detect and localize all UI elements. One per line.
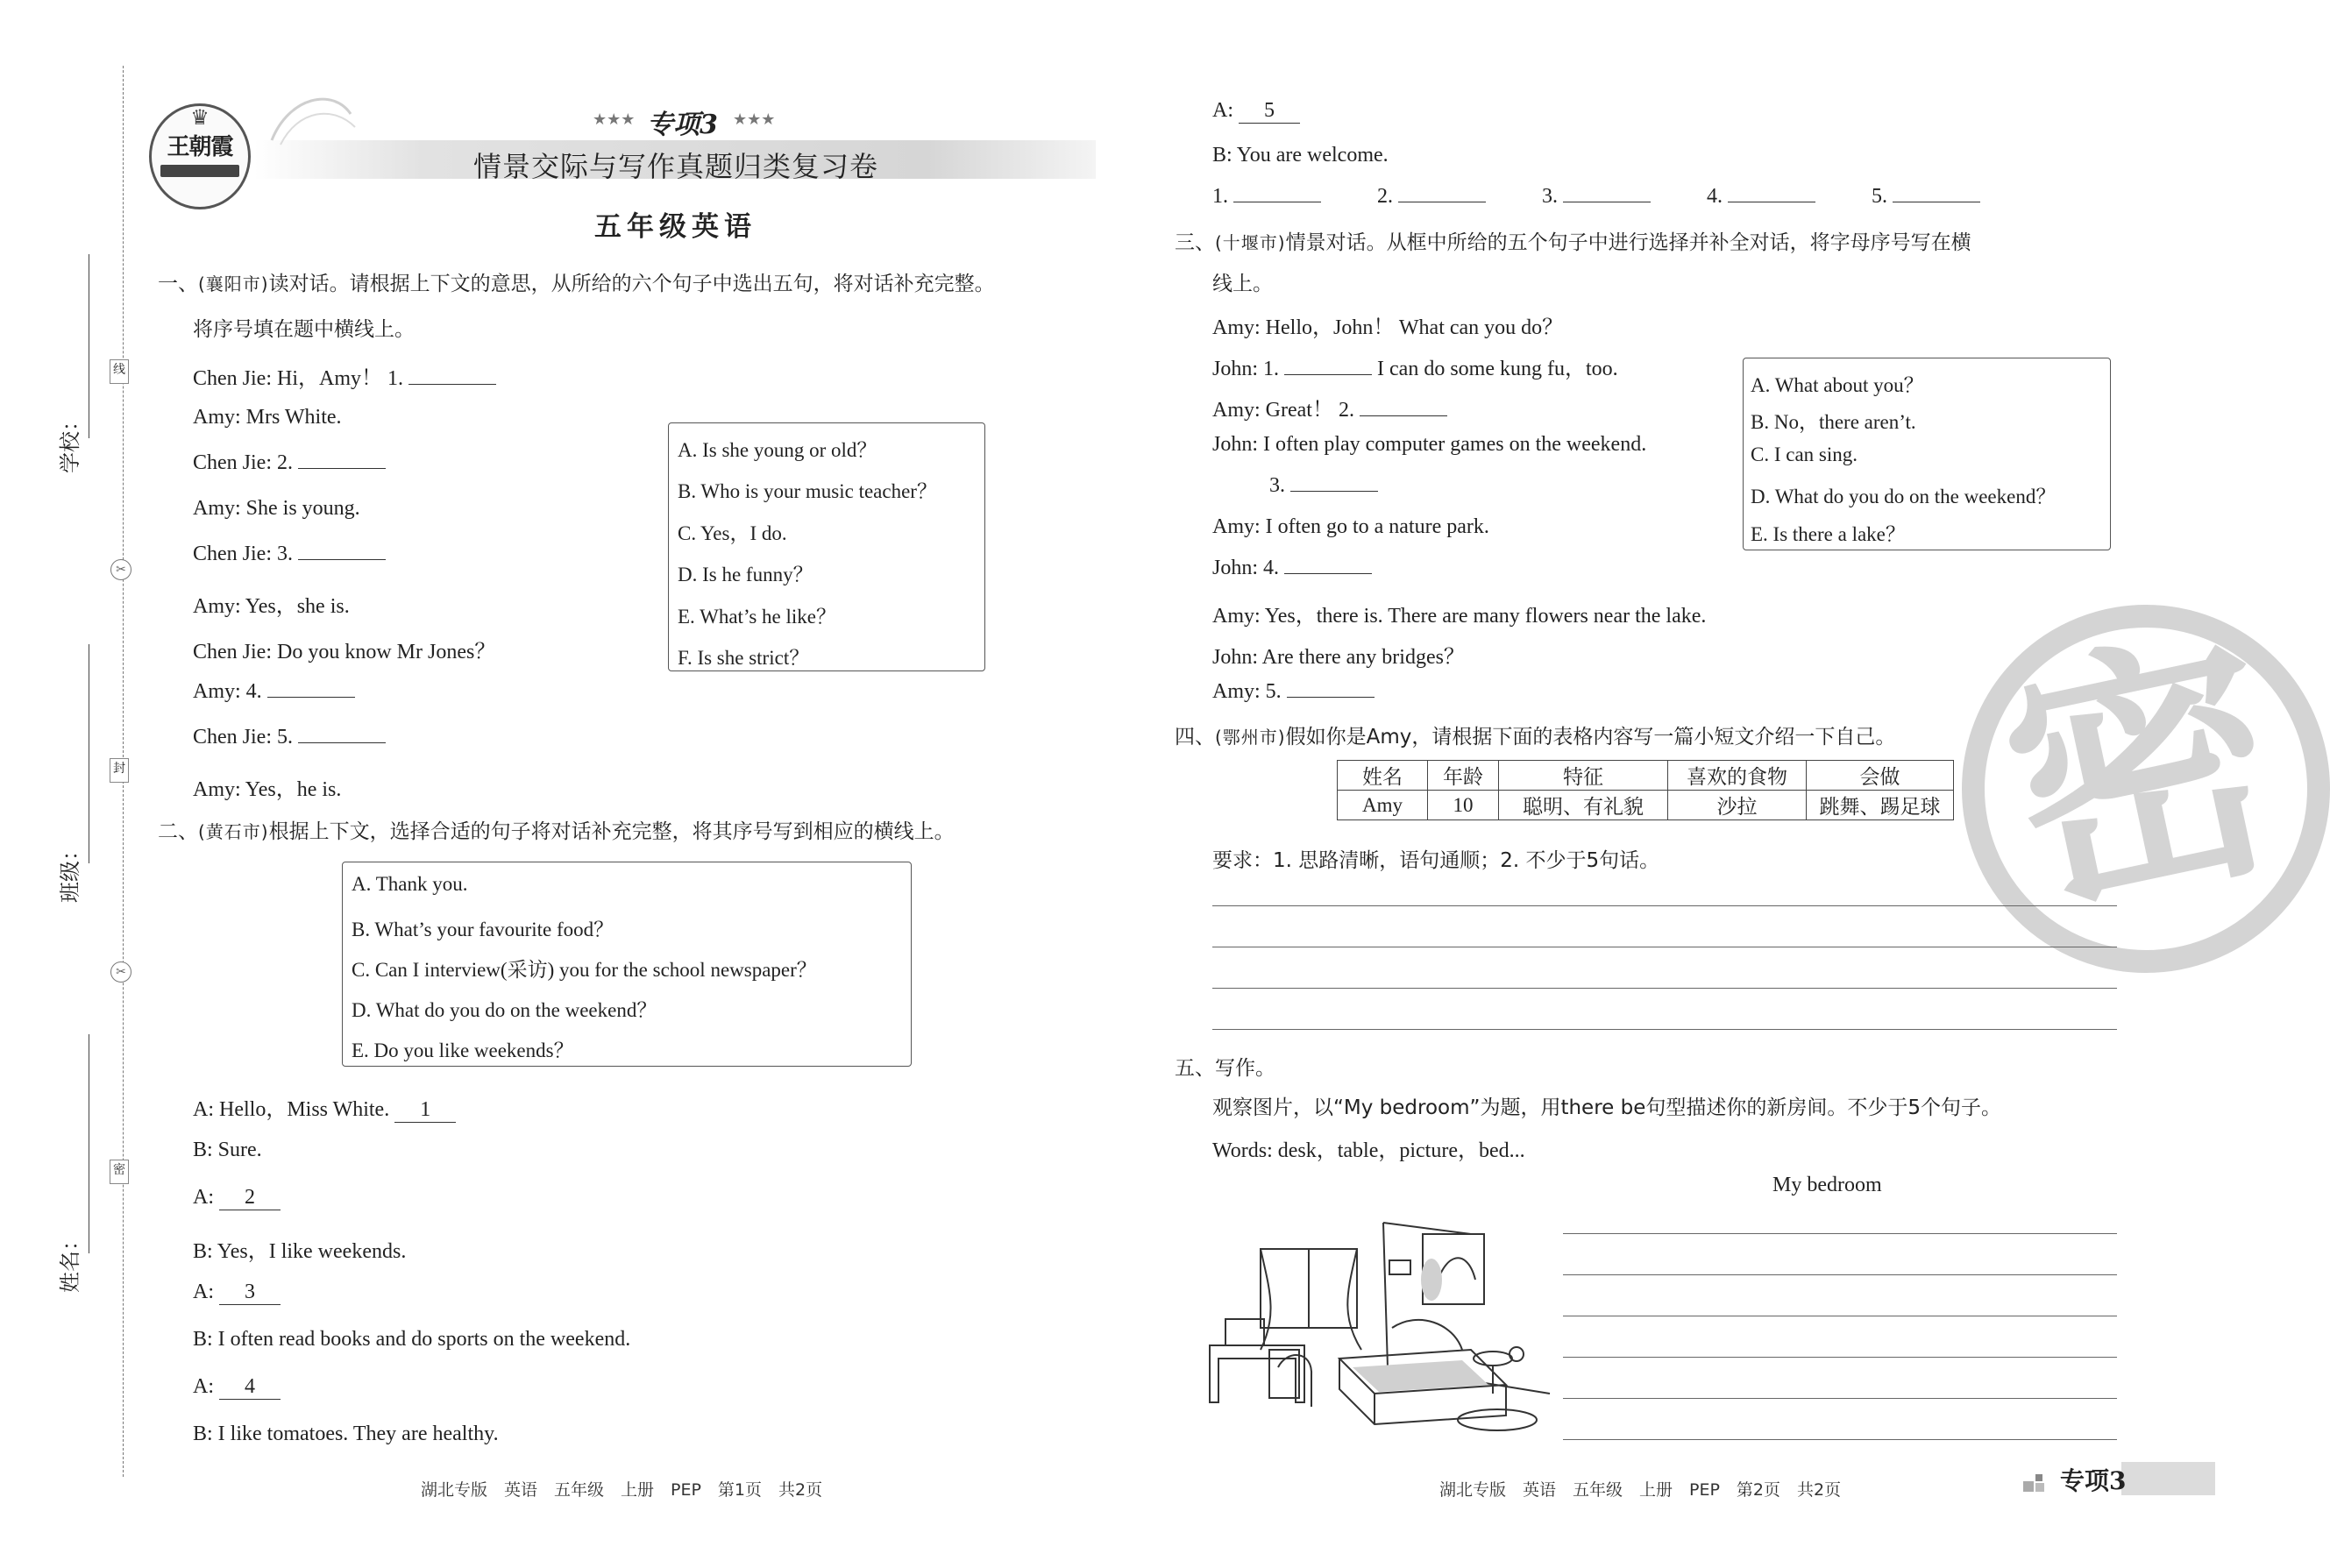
dialog-line: 3. [1269,474,1378,498]
option-item: C. Yes，I do. [678,522,787,544]
dialog-line: B: I often read books and do sports on the weekend. [193,1328,631,1351]
footer-left: 湖北专版 英语 五年级 上册 PEP 第1页 共2页 [421,1480,823,1500]
dialog-line: Amy: Hello，John！ What can you do？ [1212,316,1564,339]
table-cell: Amy [1338,791,1428,820]
dialog-line: John: Are there any bridges？ [1212,646,1465,669]
writing-line[interactable] [1212,1029,2117,1030]
dialog-line: Amy: Yes，she is. [193,595,350,618]
writing-line[interactable] [1563,1233,2117,1234]
option-item: D. What do you do on the weekend？ [1751,486,2057,507]
answer-blank[interactable] [267,681,355,698]
answer-slot: 1. [1212,185,1321,208]
section5-number: 五、 [1175,1057,1215,1080]
section5-heading [1175,1052,1275,1081]
writing-line[interactable] [1212,905,2117,906]
seal-mark-secret: 密 [110,1160,129,1184]
section1-text: 读对话。请根据上下文的意思，从所给的六个句子中选出五句，将对话补充完整。 [268,273,995,295]
dialog-line: Amy: I often go to a nature park. [1212,515,1489,538]
answer-slot: 3. [1542,185,1651,208]
section4-city: (鄂州市) [1215,727,1286,748]
footer-right: 湖北专版 英语 五年级 上册 PEP 第2页 共2页 [1439,1480,1842,1500]
answer-blank[interactable] [1893,186,1980,202]
section4-instruction [1175,720,1895,749]
dialog-line: John: I often play computer games on the weekend. [1212,433,1647,456]
special-topic-label: 专项3 [647,110,718,140]
dialog-line: A: 2 [193,1186,281,1210]
table-cell: 跳舞、踢足球 [1807,791,1954,820]
option-item: B. No，there aren’t. [1751,411,1916,433]
answer-filled[interactable]: 5 [1239,99,1300,124]
table-cell: 聪明、有礼貌 [1499,791,1668,820]
dialog-line: Chen Jie: 3. [193,543,386,566]
stars-left-icon: ★★★ [593,110,636,129]
essay-title: My bedroom [1772,1174,1882,1196]
section3-city: (十堰市) [1215,232,1286,253]
option-item: A. Thank you. [352,873,468,895]
dialog-line: A: 5 [1212,99,1300,124]
section2-city: (黄石市) [198,821,269,842]
section1-city: (襄阳市) [198,273,269,294]
binding-strip [0,0,131,1568]
dialog-line: John: 1. I can do some kung fu，too. [1212,358,1618,380]
dialog-line: Amy: Great！ 2. [1212,392,1447,422]
section5-words: Words: desk，table，picture，bed... [1212,1139,1525,1162]
dialog-line: Chen Jie: 5. [193,726,386,749]
option-item: E. What’s he like？ [678,606,836,628]
answer-blank[interactable] [298,727,386,743]
section4-text: 假如你是Amy，请根据下面的表格内容写一篇小短文介绍一下自己。 [1285,726,1896,749]
section3-instruction [1175,226,1971,255]
option-item: A. Is she young or old？ [678,439,877,461]
writing-line[interactable] [1563,1398,2117,1399]
answer-blank[interactable] [408,368,496,385]
seal-mark-seal: 封 [110,758,129,783]
school-label: 学校： [58,410,82,473]
option-item: B. What’s your favourite food？ [352,919,614,940]
class-label: 班级： [58,840,82,903]
option-item: E. Is there a lake？ [1751,523,1906,545]
page-subtitle: 五年级英语 [594,211,757,243]
section2-text: 根据上下文，选择合适的句子将对话补充完整，将其序号写到相应的横线上。 [268,820,955,843]
footer-tab-band [2121,1462,2215,1495]
answer-filled[interactable]: 3 [219,1281,281,1305]
answer-blank[interactable] [1233,186,1321,202]
section1-number: 一、 [158,273,198,295]
stars-right-icon: ★★★ [733,110,776,129]
writing-line[interactable] [1212,988,2117,989]
dialog-line: A: Hello，Miss White. 1 [193,1091,456,1123]
section3-text: 情景对话。从框中所给的五个句子中进行选择并补全对话，将字母序号写在横 [1285,231,1971,254]
option-item: C. I can sing. [1751,443,1858,465]
table-header-cell: 年龄 [1428,761,1499,791]
answer-filled[interactable]: 4 [219,1375,281,1400]
section4-requirement: 要求：1. 思路清晰，语句通顺；2. 不少于5句话。 [1212,849,1660,872]
answer-blank[interactable] [1290,475,1378,492]
answer-blank[interactable] [1284,358,1372,375]
table-cell: 沙拉 [1668,791,1807,820]
dialog-line: Amy: 5. [1212,680,1375,704]
dialog-line: Amy: Mrs White. [193,406,342,429]
answer-blank[interactable] [1287,681,1375,698]
answer-slot: 5. [1872,185,1980,208]
scissors-icon: ✂ [110,559,131,580]
name-label: 姓名： [58,1230,82,1293]
table-cell: 10 [1428,791,1499,820]
option-item: C. Can I interview(采访) you for the school newspaper？ [352,959,817,981]
dialog-line: A: 3 [193,1281,281,1305]
dialog-line: Amy: Yes，he is. [193,778,342,801]
option-item: D. Is he funny？ [678,564,813,585]
logo-band [160,165,239,177]
dialog-line: Amy: Yes，there is. There are many flowers near the lake. [1212,605,1707,628]
dialog-line: B: You are welcome. [1212,144,1389,167]
section2-instruction [158,815,955,844]
answer-slot: 4. [1707,185,1815,208]
section1-options-box [668,422,985,671]
dialog-line: Chen Jie: 2. [193,451,386,475]
answer-blank[interactable] [1360,400,1447,416]
table-row [1338,791,1954,820]
dialog-line: John: 4. [1212,557,1372,580]
answer-blank[interactable] [1398,186,1486,202]
footer-tab-squares-icon [2023,1474,2049,1494]
answer-blank[interactable] [1284,557,1372,574]
section1-instruction [158,267,995,296]
answer-slot: 2. [1377,185,1486,208]
dialog-line: B: Sure. [193,1139,262,1161]
scissors-icon: ✂ [110,961,131,983]
option-item: D. What do you do on the weekend？ [352,999,657,1021]
table-header-row [1338,761,1954,791]
info-table [1337,760,1954,820]
answer-blank[interactable] [298,543,386,560]
publisher-logo [149,103,251,209]
option-item: E. Do you like weekends？ [352,1039,574,1061]
dialog-line: Amy: She is young. [193,497,360,520]
section2-options-box [342,862,912,1067]
answer-filled[interactable]: 2 [219,1186,281,1210]
answer-blank[interactable] [298,452,386,469]
section4-number: 四、 [1175,726,1215,749]
table-header-cell: 会做 [1807,761,1954,791]
section3-instruction-line2: 线上。 [1212,273,1273,295]
answer-slots [1212,185,1980,209]
dialog-line: Chen Jie: Do you know Mr Jones？ [193,641,496,663]
answer-blank[interactable] [1563,186,1651,202]
writing-line[interactable] [1563,1357,2117,1358]
dialog-line: Amy: 4. [193,680,355,704]
stamp-character: 密 [1981,599,2303,954]
dialog-line: Chen Jie: Hi，Amy！ 1. [193,360,496,391]
section3-number: 三、 [1175,231,1215,254]
answer-blank[interactable] [1728,186,1815,202]
dialog-line: B: I like tomatoes. They are healthy. [193,1423,499,1445]
option-item: F. Is she strict？ [678,647,810,669]
answer-filled[interactable]: 1 [394,1098,456,1123]
section5-instruction: 观察图片，以“My bedroom”为题，用there be句型描述你的新房间。不少于5个句子。 [1212,1096,2001,1119]
footer-tab-label: 专项3 [2060,1466,2127,1495]
section5-title: 写作。 [1215,1057,1275,1080]
header-ribbon-swirl [254,88,359,149]
writing-line[interactable] [1563,1274,2117,1275]
table-header-cell: 姓名 [1338,761,1428,791]
table-header-cell: 喜欢的食物 [1668,761,1807,791]
seal-mark-line: 线 [110,359,129,384]
section3-options-box [1743,358,2111,550]
secret-stamp-watermark [1962,599,2330,973]
logo-text: 王朝霞 [167,134,233,160]
option-item: B. Who is your music teacher？ [678,480,937,502]
writing-line[interactable] [1563,1439,2117,1440]
logo-crown-icon: ♛ [190,105,210,130]
section2-number: 二、 [158,820,198,843]
dialog-line: B: Yes，I like weekends. [193,1240,407,1263]
dialog-line: A: 4 [193,1375,281,1400]
table-header-cell: 特征 [1499,761,1668,791]
option-item: A. What about you？ [1751,374,1924,396]
bedroom-illustration [1208,1218,1554,1433]
page-title: 情景交际与写作真题归类复习卷 [473,150,879,183]
section1-instruction-line2: 将序号填在题中横线上。 [193,318,415,341]
